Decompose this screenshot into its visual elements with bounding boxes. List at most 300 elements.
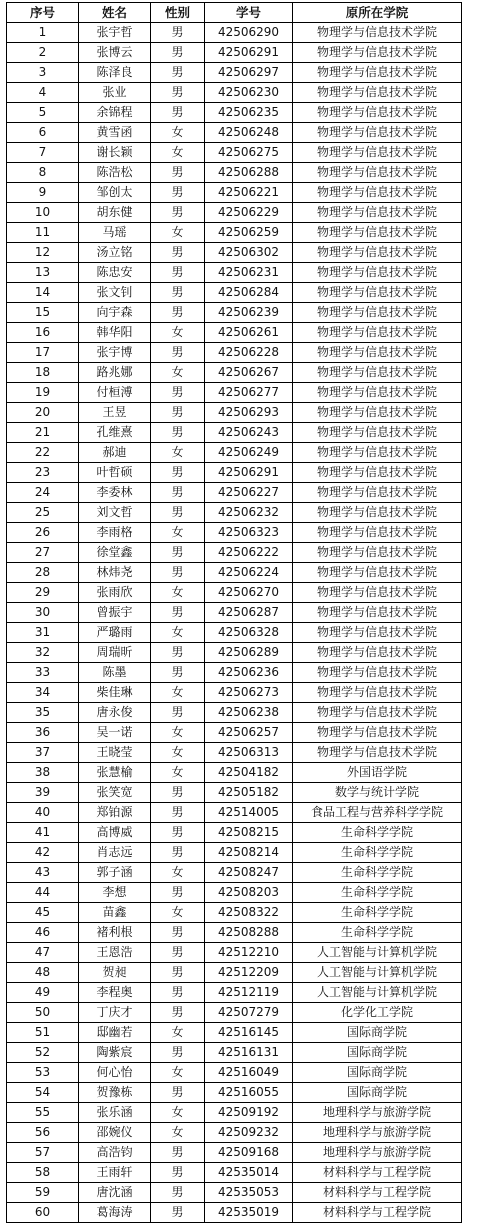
cell-gender: 男 [151,43,205,63]
table-row [7,643,462,663]
cell-student-id: 42506290 [205,23,293,43]
table-row [7,923,462,943]
header-student-id: 学号 [205,3,293,23]
cell-name: 张博云 [79,43,151,63]
cell-original-college: 地理科学与旅游学院 [293,1143,462,1163]
table-row [7,303,462,323]
cell-original-college: 物理学与信息技术学院 [293,643,462,663]
cell-student-id: 42516049 [205,1063,293,1083]
cell-index: 28 [7,563,79,583]
cell-original-college: 物理学与信息技术学院 [293,603,462,623]
cell-name: 陶紫宸 [79,1043,151,1063]
cell-original-college: 物理学与信息技术学院 [293,303,462,323]
cell-name: 李委林 [79,483,151,503]
cell-gender: 女 [151,523,205,543]
cell-gender: 女 [151,443,205,463]
cell-index: 38 [7,763,79,783]
cell-gender: 男 [151,343,205,363]
cell-original-college: 物理学与信息技术学院 [293,703,462,723]
cell-index: 13 [7,263,79,283]
cell-original-college: 食品工程与营养科学学院 [293,803,462,823]
cell-original-college: 物理学与信息技术学院 [293,203,462,223]
cell-name: 郝迪 [79,443,151,463]
cell-index: 1 [7,23,79,43]
cell-index: 53 [7,1063,79,1083]
cell-original-college: 人工智能与计算机学院 [293,943,462,963]
cell-gender: 女 [151,363,205,383]
table-row [7,323,462,343]
cell-original-college: 地理科学与旅游学院 [293,1103,462,1123]
cell-original-college: 物理学与信息技术学院 [293,563,462,583]
cell-index: 55 [7,1103,79,1123]
cell-name: 付桓溥 [79,383,151,403]
cell-index: 45 [7,903,79,923]
cell-gender: 女 [151,1063,205,1083]
cell-original-college: 物理学与信息技术学院 [293,63,462,83]
table-row [7,523,462,543]
table-row [7,743,462,763]
cell-name: 叶哲硕 [79,463,151,483]
cell-student-id: 42509192 [205,1103,293,1123]
cell-original-college: 物理学与信息技术学院 [293,343,462,363]
table-row [7,623,462,643]
cell-original-college: 物理学与信息技术学院 [293,163,462,183]
cell-student-id: 42508288 [205,923,293,943]
cell-name: 马瑶 [79,223,151,243]
table-row [7,823,462,843]
cell-student-id: 42512119 [205,983,293,1003]
cell-gender: 男 [151,1043,205,1063]
cell-name: 王雨轩 [79,1163,151,1183]
cell-student-id: 42509232 [205,1123,293,1143]
cell-name: 柴佳琳 [79,683,151,703]
cell-gender: 男 [151,1183,205,1203]
cell-original-college: 物理学与信息技术学院 [293,143,462,163]
cell-gender: 女 [151,683,205,703]
cell-student-id: 42508214 [205,843,293,863]
cell-index: 41 [7,823,79,843]
cell-gender: 男 [151,543,205,563]
cell-name: 张宇哲 [79,23,151,43]
cell-name: 何心怡 [79,1063,151,1083]
cell-index: 25 [7,503,79,523]
table-row [7,1103,462,1123]
student-table [6,2,462,1223]
table-row [7,703,462,723]
cell-gender: 男 [151,203,205,223]
cell-gender: 男 [151,843,205,863]
cell-index: 49 [7,983,79,1003]
cell-index: 12 [7,243,79,263]
cell-original-college: 生命科学学院 [293,863,462,883]
cell-gender: 男 [151,23,205,43]
cell-original-college: 物理学与信息技术学院 [293,543,462,563]
cell-original-college: 化学化工学院 [293,1003,462,1023]
cell-original-college: 外国语学院 [293,763,462,783]
cell-name: 张慧榆 [79,763,151,783]
table-body [7,23,462,1223]
cell-original-college: 生命科学学院 [293,883,462,903]
cell-student-id: 42506302 [205,243,293,263]
cell-gender: 男 [151,483,205,503]
cell-index: 32 [7,643,79,663]
cell-original-college: 物理学与信息技术学院 [293,383,462,403]
cell-original-college: 物理学与信息技术学院 [293,123,462,143]
cell-gender: 女 [151,863,205,883]
cell-original-college: 物理学与信息技术学院 [293,743,462,763]
cell-index: 26 [7,523,79,543]
cell-gender: 女 [151,623,205,643]
cell-student-id: 42516131 [205,1043,293,1063]
cell-index: 3 [7,63,79,83]
cell-gender: 女 [151,583,205,603]
cell-gender: 男 [151,463,205,483]
cell-name: 陈墨 [79,663,151,683]
cell-name: 吴一诺 [79,723,151,743]
cell-name: 郭子涵 [79,863,151,883]
cell-gender: 男 [151,783,205,803]
cell-index: 5 [7,103,79,123]
cell-student-id: 42506232 [205,503,293,523]
table-row [7,1123,462,1143]
cell-name: 张乐涵 [79,1103,151,1123]
cell-gender: 女 [151,903,205,923]
cell-index: 31 [7,623,79,643]
cell-original-college: 物理学与信息技术学院 [293,423,462,443]
cell-gender: 男 [151,703,205,723]
cell-student-id: 42506261 [205,323,293,343]
cell-gender: 男 [151,823,205,843]
cell-gender: 男 [151,103,205,123]
cell-original-college: 材料科学与工程学院 [293,1203,462,1223]
cell-student-id: 42506267 [205,363,293,383]
cell-index: 59 [7,1183,79,1203]
cell-index: 43 [7,863,79,883]
cell-index: 40 [7,803,79,823]
table-row [7,1203,462,1223]
cell-original-college: 物理学与信息技术学院 [293,283,462,303]
cell-student-id: 42506259 [205,223,293,243]
cell-gender: 男 [151,183,205,203]
table-row [7,43,462,63]
header-row [7,3,462,23]
cell-name: 曾振宇 [79,603,151,623]
table-row [7,943,462,963]
cell-gender: 男 [151,403,205,423]
cell-gender: 男 [151,303,205,323]
cell-name: 汤立铭 [79,243,151,263]
cell-index: 58 [7,1163,79,1183]
cell-student-id: 42509168 [205,1143,293,1163]
table-row [7,843,462,863]
cell-student-id: 42508322 [205,903,293,923]
cell-original-college: 物理学与信息技术学院 [293,23,462,43]
cell-name: 邵婉仪 [79,1123,151,1143]
cell-gender: 男 [151,63,205,83]
table-row [7,1043,462,1063]
cell-original-college: 物理学与信息技术学院 [293,663,462,683]
cell-original-college: 生命科学学院 [293,843,462,863]
cell-index: 14 [7,283,79,303]
table-row [7,543,462,563]
table-row [7,723,462,743]
table-row [7,423,462,443]
cell-student-id: 42506243 [205,423,293,443]
cell-name: 张业 [79,83,151,103]
table-row [7,103,462,123]
table-row [7,883,462,903]
cell-name: 路兆娜 [79,363,151,383]
cell-index: 46 [7,923,79,943]
cell-name: 丁庆才 [79,1003,151,1023]
cell-student-id: 42506230 [205,83,293,103]
cell-student-id: 42512209 [205,963,293,983]
cell-name: 韩华阳 [79,323,151,343]
cell-original-college: 物理学与信息技术学院 [293,363,462,383]
cell-gender: 男 [151,283,205,303]
cell-original-college: 物理学与信息技术学院 [293,503,462,523]
cell-student-id: 42506224 [205,563,293,583]
cell-gender: 男 [151,1083,205,1103]
cell-name: 刘文哲 [79,503,151,523]
cell-gender: 女 [151,763,205,783]
cell-index: 18 [7,363,79,383]
table-row [7,143,462,163]
table-row [7,783,462,803]
cell-student-id: 42507279 [205,1003,293,1023]
table-row [7,223,462,243]
table-row [7,563,462,583]
header-original-college: 原所在学院 [293,3,462,23]
cell-name: 王恩浩 [79,943,151,963]
cell-student-id: 42506248 [205,123,293,143]
cell-original-college: 生命科学学院 [293,903,462,923]
cell-name: 孔维熹 [79,423,151,443]
cell-student-id: 42506231 [205,263,293,283]
cell-original-college: 物理学与信息技术学院 [293,323,462,343]
cell-gender: 男 [151,883,205,903]
cell-name: 李程奥 [79,983,151,1003]
cell-gender: 女 [151,123,205,143]
cell-gender: 男 [151,923,205,943]
cell-index: 39 [7,783,79,803]
cell-gender: 男 [151,83,205,103]
cell-name: 张笑宽 [79,783,151,803]
cell-gender: 男 [151,263,205,283]
cell-original-college: 数学与统计学院 [293,783,462,803]
header-gender: 性别 [151,3,205,23]
table-row [7,203,462,223]
cell-name: 苗鑫 [79,903,151,923]
table-row [7,243,462,263]
cell-index: 11 [7,223,79,243]
cell-index: 23 [7,463,79,483]
table-row [7,1023,462,1043]
cell-student-id: 42506222 [205,543,293,563]
cell-student-id: 42506323 [205,523,293,543]
cell-student-id: 42506221 [205,183,293,203]
cell-student-id: 42506270 [205,583,293,603]
cell-original-college: 物理学与信息技术学院 [293,583,462,603]
cell-student-id: 42506228 [205,343,293,363]
table-row [7,503,462,523]
cell-index: 9 [7,183,79,203]
cell-original-college: 国际商学院 [293,1063,462,1083]
cell-student-id: 42506287 [205,603,293,623]
cell-index: 44 [7,883,79,903]
cell-index: 6 [7,123,79,143]
cell-name: 陈忠安 [79,263,151,283]
cell-original-college: 国际商学院 [293,1043,462,1063]
cell-gender: 男 [151,1143,205,1163]
cell-original-college: 物理学与信息技术学院 [293,723,462,743]
cell-index: 8 [7,163,79,183]
cell-name: 高浩钧 [79,1143,151,1163]
cell-student-id: 42506257 [205,723,293,743]
cell-gender: 男 [151,943,205,963]
cell-gender: 男 [151,383,205,403]
cell-index: 2 [7,43,79,63]
cell-student-id: 42508247 [205,863,293,883]
cell-name: 李雨格 [79,523,151,543]
cell-student-id: 42506291 [205,463,293,483]
cell-original-college: 材料科学与工程学院 [293,1183,462,1203]
cell-student-id: 42514005 [205,803,293,823]
cell-index: 27 [7,543,79,563]
table-row [7,83,462,103]
cell-index: 33 [7,663,79,683]
cell-name: 向宇森 [79,303,151,323]
cell-student-id: 42535019 [205,1203,293,1223]
table-row [7,443,462,463]
cell-index: 51 [7,1023,79,1043]
cell-student-id: 42506293 [205,403,293,423]
header-index: 序号 [7,3,79,23]
table-row [7,603,462,623]
cell-student-id: 42506328 [205,623,293,643]
cell-student-id: 42535053 [205,1183,293,1203]
cell-gender: 男 [151,1003,205,1023]
cell-original-college: 地理科学与旅游学院 [293,1123,462,1143]
cell-gender: 女 [151,1103,205,1123]
cell-index: 47 [7,943,79,963]
table-row [7,403,462,423]
cell-student-id: 42506277 [205,383,293,403]
header-name: 姓名 [79,3,151,23]
cell-gender: 女 [151,223,205,243]
cell-gender: 男 [151,663,205,683]
cell-original-college: 物理学与信息技术学院 [293,623,462,643]
cell-student-id: 42506227 [205,483,293,503]
cell-original-college: 物理学与信息技术学院 [293,683,462,703]
table-row [7,1003,462,1023]
cell-name: 郑铂源 [79,803,151,823]
cell-name: 谢长颖 [79,143,151,163]
cell-gender: 女 [151,1023,205,1043]
cell-original-college: 物理学与信息技术学院 [293,523,462,543]
cell-name: 严璐雨 [79,623,151,643]
cell-name: 周瑞昕 [79,643,151,663]
cell-original-college: 物理学与信息技术学院 [293,403,462,423]
cell-index: 24 [7,483,79,503]
cell-name: 林炜尧 [79,563,151,583]
cell-index: 29 [7,583,79,603]
cell-student-id: 42506291 [205,43,293,63]
table-row [7,163,462,183]
table-row [7,663,462,683]
table-row [7,1063,462,1083]
cell-student-id: 42506275 [205,143,293,163]
cell-original-college: 物理学与信息技术学院 [293,43,462,63]
cell-student-id: 42506273 [205,683,293,703]
table-row [7,1183,462,1203]
cell-student-id: 42504182 [205,763,293,783]
table-row [7,863,462,883]
cell-index: 52 [7,1043,79,1063]
cell-student-id: 42506236 [205,663,293,683]
cell-index: 30 [7,603,79,623]
table-row [7,1143,462,1163]
cell-gender: 男 [151,1163,205,1183]
cell-index: 15 [7,303,79,323]
cell-name: 张雨欣 [79,583,151,603]
table-row [7,963,462,983]
cell-gender: 男 [151,643,205,663]
cell-name: 邹创太 [79,183,151,203]
cell-name: 黄雪函 [79,123,151,143]
cell-original-college: 生命科学学院 [293,923,462,943]
cell-student-id: 42512210 [205,943,293,963]
cell-gender: 男 [151,983,205,1003]
cell-name: 余锦程 [79,103,151,123]
table-row [7,983,462,1003]
cell-student-id: 42535014 [205,1163,293,1183]
cell-name: 葛海涛 [79,1203,151,1223]
cell-original-college: 材料科学与工程学院 [293,1163,462,1183]
table-row [7,583,462,603]
cell-original-college: 物理学与信息技术学院 [293,483,462,503]
cell-gender: 男 [151,243,205,263]
table-row [7,463,462,483]
cell-index: 57 [7,1143,79,1163]
cell-student-id: 42506235 [205,103,293,123]
cell-index: 54 [7,1083,79,1103]
cell-original-college: 物理学与信息技术学院 [293,223,462,243]
cell-index: 56 [7,1123,79,1143]
table-row [7,1163,462,1183]
cell-student-id: 42516145 [205,1023,293,1043]
cell-original-college: 物理学与信息技术学院 [293,263,462,283]
table-row [7,343,462,363]
cell-student-id: 42506289 [205,643,293,663]
cell-original-college: 物理学与信息技术学院 [293,183,462,203]
cell-index: 60 [7,1203,79,1223]
cell-name: 张文钊 [79,283,151,303]
cell-name: 肖志远 [79,843,151,863]
cell-name: 唐永俊 [79,703,151,723]
cell-name: 褚利根 [79,923,151,943]
table-row [7,1083,462,1103]
cell-index: 37 [7,743,79,763]
table-row [7,283,462,303]
cell-student-id: 42506249 [205,443,293,463]
cell-gender: 女 [151,743,205,763]
cell-index: 10 [7,203,79,223]
table-row [7,763,462,783]
cell-gender: 女 [151,323,205,343]
cell-name: 王晓莹 [79,743,151,763]
table-row [7,383,462,403]
